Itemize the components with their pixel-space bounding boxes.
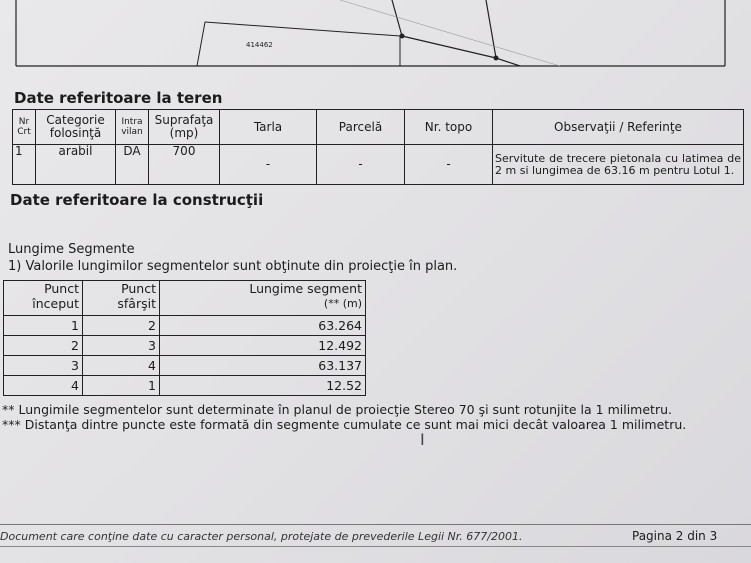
cell-parcela: - — [317, 145, 405, 185]
teren-section-title: Date referitoare la teren — [14, 89, 223, 107]
footnote-distanta: *** Distanţa dintre puncte este formată din segmente cumulate ce sunt mai mici decât valoarea 1 milimetru. — [2, 417, 687, 432]
cell-inceput: 2 — [4, 336, 83, 356]
header-nr-topo: Nr. topo — [405, 110, 493, 145]
cell-inceput: 3 — [4, 356, 83, 376]
cell-inceput: 1 — [4, 316, 83, 336]
header-observatii: Observaţii / Referinţe — [493, 110, 744, 145]
header-nr-crt: Nr Crt — [13, 110, 36, 145]
cell-inceput: 4 — [4, 376, 83, 396]
cell-categorie: arabil — [36, 145, 116, 185]
cell-sfarsit: 1 — [83, 376, 160, 396]
table-row — [4, 336, 366, 356]
cadastral-map-fragment — [0, 0, 751, 70]
page-number: Pagina 2 din 3 — [632, 529, 718, 543]
text-cursor-icon: I — [420, 430, 425, 449]
cell-observatii: Servitute de trecere pietonala cu latimea de 2 m si lungimea de 63.16 m pentru Lotul 1. — [493, 145, 744, 185]
header-lungime — [160, 281, 366, 316]
header-lungime-label: Lungime segment — [249, 281, 362, 296]
header-parcela: Parcelă — [317, 110, 405, 145]
table-row — [4, 376, 366, 396]
footer-divider — [0, 524, 751, 525]
header-punct-inceput: Punct început — [4, 281, 83, 316]
table-row — [4, 316, 366, 336]
cell-nr-crt: 1 — [13, 145, 36, 185]
cell-sfarsit: 3 — [83, 336, 160, 356]
footnote-lungimi: ** Lungimile segmentelor sunt determinate în planul de proiecţie Stereo 70 şi sunt rotunjite la 1 milimetru. — [2, 402, 672, 417]
table-row — [13, 145, 744, 185]
segmente-table — [3, 280, 366, 396]
constructii-section-title: Date referitoare la construcţii — [10, 191, 264, 209]
header-intravilan: Intra vilan — [116, 110, 149, 145]
cell-suprafata: 700 — [149, 145, 220, 185]
parcel-label: 414462 — [246, 41, 273, 49]
cell-nr-topo: - — [405, 145, 493, 185]
segmente-subtitle: 1) Valorile lungimilor segmentelor sunt obţinute din proiecţie în plan. — [8, 259, 458, 274]
footer-divider-lower — [0, 546, 751, 547]
cell-sfarsit: 4 — [83, 356, 160, 376]
cell-tarla: - — [220, 145, 317, 185]
cell-sfarsit: 2 — [83, 316, 160, 336]
cell-intravilan: DA — [116, 145, 149, 185]
header-suprafata: Suprafaţa (mp) — [149, 110, 220, 145]
footer-disclaimer: Document care conţine date cu caracter personal, protejate de prevederile Legii Nr. 677/2001. — [0, 530, 523, 543]
cell-lungime: 12.492 — [160, 336, 366, 356]
cell-lungime: 63.137 — [160, 356, 366, 376]
header-lungime-unit: (** (m) — [323, 297, 362, 310]
segmente-title: Lungime Segmente — [8, 242, 135, 257]
teren-table — [12, 109, 744, 185]
cell-lungime: 63.264 — [160, 316, 366, 336]
cell-lungime: 12.52 — [160, 376, 366, 396]
table-row — [4, 356, 366, 376]
header-punct-sfarsit: Punct sfârşit — [83, 281, 160, 316]
header-tarla: Tarla — [220, 110, 317, 145]
header-categorie: Categorie folosinţă — [36, 110, 116, 145]
